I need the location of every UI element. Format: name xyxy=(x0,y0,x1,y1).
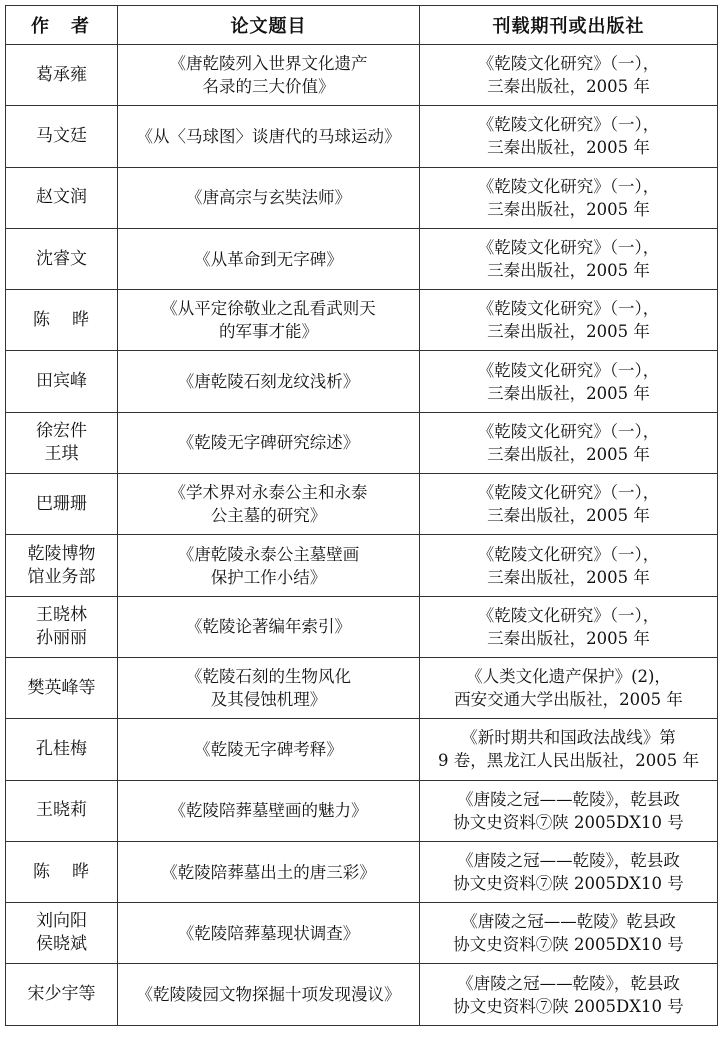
author-cell xyxy=(6,45,118,106)
author-line: 葛承雍 xyxy=(36,64,87,85)
source-line: 三秦出版社，2005 年 xyxy=(487,261,650,281)
source-cell xyxy=(420,167,718,228)
title-line: 的军事才能》 xyxy=(219,322,318,342)
title-cell xyxy=(118,228,420,289)
title-cell xyxy=(118,964,420,1025)
author-line: 赵文润 xyxy=(36,187,87,208)
source-line: 《乾陵文化研究》（一）， xyxy=(477,115,660,135)
header-title: 论文题目 xyxy=(118,6,420,45)
table-row xyxy=(6,474,718,535)
source-cell xyxy=(420,535,718,596)
source-line: 三秦出版社，2005 年 xyxy=(487,383,650,403)
source-line: 三秦出版社，2005 年 xyxy=(487,199,650,219)
author-cell xyxy=(6,535,118,596)
table-row xyxy=(6,719,718,780)
author-cell xyxy=(6,841,118,902)
table-row xyxy=(6,841,718,902)
source-line: 协文史资料⑦陕 2005DX10 号 xyxy=(453,996,684,1016)
title-line: 《乾陵石刻的生物风化 xyxy=(186,667,351,687)
title-line: 《乾陵陪葬墓出土的唐三彩》 xyxy=(161,862,376,882)
author-line: 宋少宇等 xyxy=(27,984,96,1005)
table-row xyxy=(6,228,718,289)
table-row xyxy=(6,780,718,841)
source-line: 三秦出版社，2005 年 xyxy=(487,506,650,526)
table-body xyxy=(6,45,718,1026)
author-line: 王琪 xyxy=(44,443,79,464)
title-line: 《乾陵陪葬墓壁画的魅力》 xyxy=(169,801,368,821)
title-line: 《唐乾陵石刻龙纹浅析》 xyxy=(177,372,360,392)
bibliography-table xyxy=(5,5,718,1026)
header-source: 刊载期刊或出版社 xyxy=(420,6,718,45)
title-line: 《从平定徐敬业之乱看武则天 xyxy=(161,299,376,319)
author-line: 樊英峰等 xyxy=(27,677,96,698)
author-cell xyxy=(6,228,118,289)
title-line: 《唐乾陵永泰公主墓壁画 xyxy=(177,544,360,564)
author-line: 巴珊珊 xyxy=(36,493,87,514)
author-line: 沈睿文 xyxy=(36,248,87,269)
title-line: 《乾陵论著编年索引》 xyxy=(186,617,351,637)
source-line: 《乾陵文化研究》（一）， xyxy=(477,238,660,258)
source-cell xyxy=(420,351,718,412)
title-line: 名录的三大价值》 xyxy=(202,77,335,97)
title-cell xyxy=(118,106,420,167)
source-line: 三秦出版社，2005 年 xyxy=(487,628,650,648)
author-cell xyxy=(6,167,118,228)
source-line: 三秦出版社，2005 年 xyxy=(487,322,650,342)
table-row xyxy=(6,351,718,412)
source-line: 《乾陵文化研究》（一）， xyxy=(477,176,660,196)
source-line: 三秦出版社，2005 年 xyxy=(487,77,650,97)
source-cell xyxy=(420,841,718,902)
author-line: 陈晔 xyxy=(33,861,111,882)
source-line: 三秦出版社，2005 年 xyxy=(487,567,650,587)
author-cell xyxy=(6,719,118,780)
source-cell xyxy=(420,657,718,718)
table-row xyxy=(6,535,718,596)
source-line: 三秦出版社，2005 年 xyxy=(487,444,650,464)
title-line: 《乾陵陪葬墓现状调查》 xyxy=(177,923,360,943)
author-line: 王晓莉 xyxy=(36,800,87,821)
source-line: 《乾陵文化研究》（一）， xyxy=(477,54,660,74)
source-line: 《新时期共和国政法战线》第 xyxy=(461,728,676,748)
title-line: 《从〈马球图〉谈唐代的马球运动》 xyxy=(136,126,401,146)
title-line: 《唐乾陵列入世界文化遗产 xyxy=(169,54,368,74)
author-cell xyxy=(6,412,118,473)
source-line: 《唐陵之冠——乾陵》，乾县政 xyxy=(457,851,680,870)
title-line: 《乾陵无字碑研究综述》 xyxy=(177,433,360,453)
title-line: 保护工作小结》 xyxy=(210,567,327,587)
source-cell xyxy=(420,780,718,841)
title-cell xyxy=(118,45,420,106)
title-cell xyxy=(118,290,420,351)
source-cell xyxy=(420,228,718,289)
table-row xyxy=(6,45,718,106)
source-cell xyxy=(420,106,718,167)
source-cell xyxy=(420,596,718,657)
source-line: 《乾陵文化研究》（一）， xyxy=(477,544,660,564)
author-line: 乾陵博物 xyxy=(27,543,96,564)
author-line: 田宾峰 xyxy=(36,371,87,392)
title-cell xyxy=(118,596,420,657)
source-cell xyxy=(420,474,718,535)
table-row xyxy=(6,964,718,1025)
author-line: 孔桂梅 xyxy=(36,738,87,759)
table-row xyxy=(6,596,718,657)
title-cell xyxy=(118,167,420,228)
table-row xyxy=(6,167,718,228)
table-row xyxy=(6,903,718,964)
table-row xyxy=(6,412,718,473)
author-cell xyxy=(6,474,118,535)
source-line: 《人类文化遗产保护》(2)， xyxy=(466,667,671,687)
source-line: 《乾陵文化研究》（一）， xyxy=(477,605,660,625)
author-cell xyxy=(6,657,118,718)
source-line: 《唐陵之冠——乾陵》，乾县政 xyxy=(457,789,680,809)
source-line: 《乾陵文化研究》（一）， xyxy=(477,299,660,319)
title-cell xyxy=(118,535,420,596)
title-cell xyxy=(118,719,420,780)
author-cell xyxy=(6,903,118,964)
author-line: 徐宏件 xyxy=(36,420,87,441)
header-author: 作者 xyxy=(6,6,118,45)
title-line: 《唐高宗与玄奘法师》 xyxy=(186,188,351,208)
title-line: 及其侵蚀机理》 xyxy=(210,690,327,710)
author-cell xyxy=(6,780,118,841)
source-cell xyxy=(420,412,718,473)
author-cell xyxy=(6,290,118,351)
author-line: 王晓林 xyxy=(36,604,87,625)
title-cell xyxy=(118,780,420,841)
source-line: 《唐陵之冠——乾陵》乾县政 xyxy=(461,912,676,932)
source-line: 三秦出版社，2005 年 xyxy=(487,138,650,158)
source-cell xyxy=(420,903,718,964)
author-line: 馆业务部 xyxy=(27,566,96,587)
source-line: 《乾陵文化研究》（一）， xyxy=(477,421,660,441)
author-cell xyxy=(6,106,118,167)
source-line: 西安交通大学出版社，2005 年 xyxy=(454,690,683,710)
source-line: 《乾陵文化研究》（一）， xyxy=(477,483,660,503)
source-line: 《唐陵之冠——乾陵》，乾县政 xyxy=(457,973,680,993)
title-cell xyxy=(118,903,420,964)
title-line: 公主墓的研究》 xyxy=(210,506,327,526)
author-line: 侯晓斌 xyxy=(36,934,87,955)
title-cell xyxy=(118,657,420,718)
title-line: 《乾陵陵园文物探掘十项发现漫议》 xyxy=(136,985,401,1005)
author-line: 刘向阳 xyxy=(36,911,87,932)
table-row xyxy=(6,106,718,167)
document-page xyxy=(5,5,717,1038)
title-cell xyxy=(118,841,420,902)
title-line: 《学术界对永泰公主和永泰 xyxy=(169,483,368,503)
source-cell xyxy=(420,964,718,1025)
source-cell xyxy=(420,45,718,106)
table-row xyxy=(6,290,718,351)
source-line: 协文史资料⑦陕 2005DX10 号 xyxy=(453,874,684,893)
author-cell xyxy=(6,351,118,412)
source-line: 协文史资料⑦陕 2005DX10 号 xyxy=(453,812,684,832)
title-line: 《从革命到无字碑》 xyxy=(194,249,343,269)
source-line: 协文史资料⑦陕 2005DX10 号 xyxy=(453,935,684,955)
title-cell xyxy=(118,412,420,473)
author-line: 陈晔 xyxy=(33,309,111,330)
title-line: 《乾陵无字碑考释》 xyxy=(194,739,343,759)
table-header-row xyxy=(6,6,718,45)
source-cell xyxy=(420,290,718,351)
author-cell xyxy=(6,596,118,657)
source-line: 《乾陵文化研究》（一）， xyxy=(477,360,660,380)
source-cell xyxy=(420,719,718,780)
table-row xyxy=(6,657,718,718)
author-line: 孙丽丽 xyxy=(36,627,87,648)
title-cell xyxy=(118,474,420,535)
author-line: 马文廷 xyxy=(36,125,87,146)
source-line: 9 卷，黑龙江人民出版社，2005 年 xyxy=(438,751,699,771)
author-cell xyxy=(6,964,118,1025)
title-cell xyxy=(118,351,420,412)
